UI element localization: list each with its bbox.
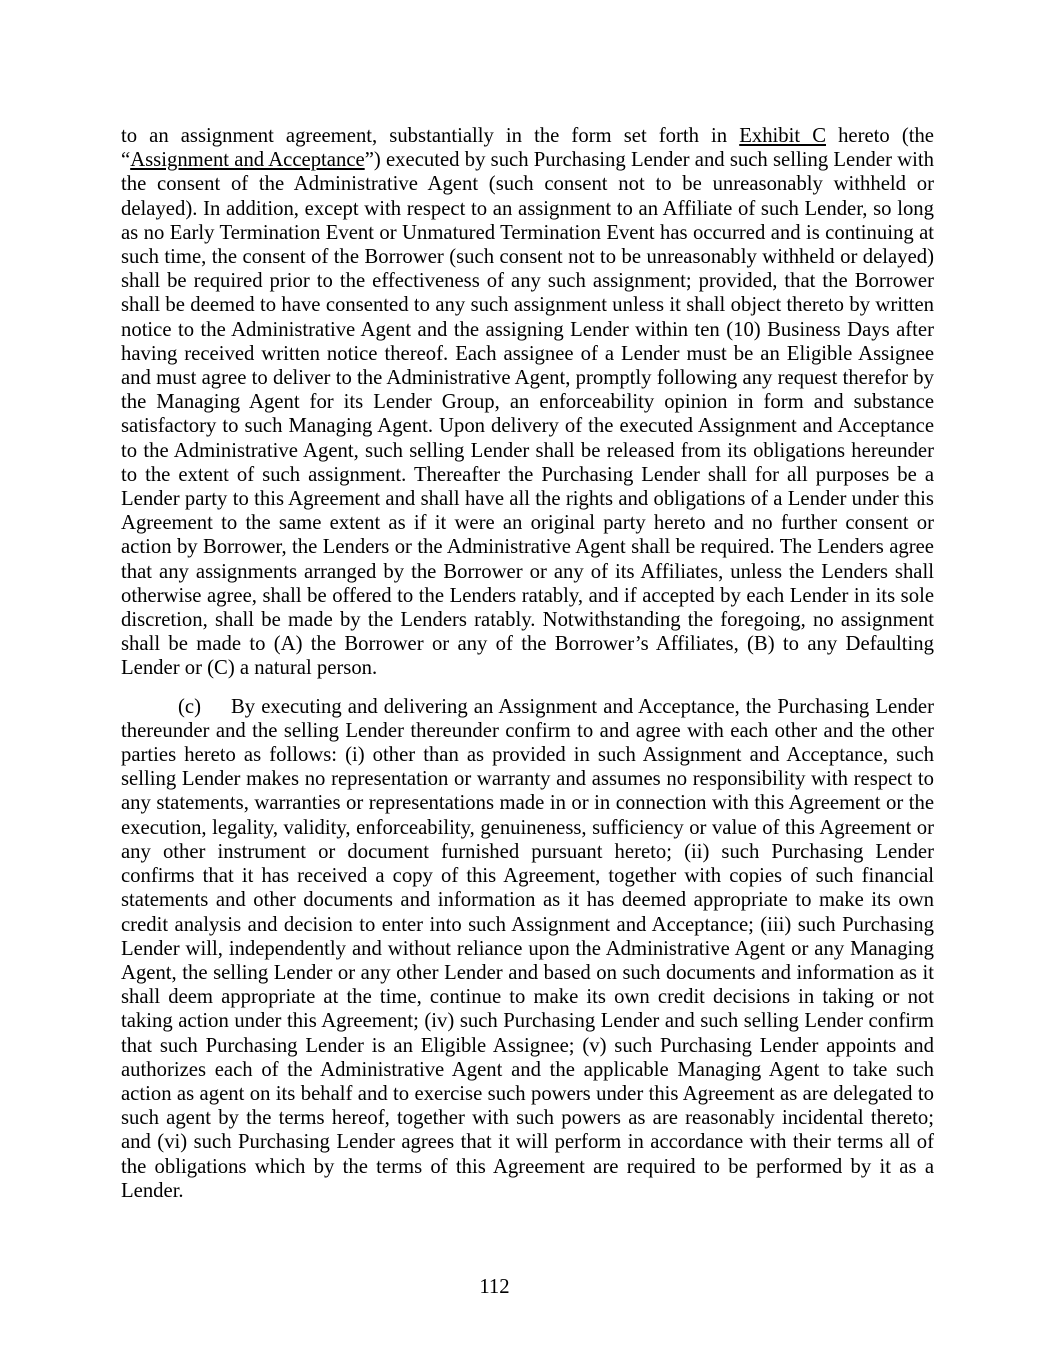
paragraph-text: hereto (the “ xyxy=(121,125,934,172)
clause-label: (c) xyxy=(178,695,201,718)
paragraph-text: ”) executed by such Purchasing Lender and such selling Lender with the consent of the Administrative Agent (such consent not to be unreasonably withheld or delayed). In addition, except with respect to an assignment to an Affiliate of such Lender, so long as no Early Termination Event or Unmatured Termination Event has occurred and is continuing at such time, the consent of the Borrower (such consent not to be unreasonably withheld or delayed) shall be required prior to the effectiveness of any such assignment; provided, that the Borrower shall be deemed to have consented to any such assignment unless it shall object thereto by written notice to the Administrative Agent and the assigning Lender within ten (10) Business Days after having received written notice thereof. Each assignee of a Lender must be an Eligible Assignee and must agree to deliver to the Administrative Agent, promptly following any request therefor by the Managing Agent for its Lender Group, an enforceability opinion in form and substance satisfactory to such Managing Agent. Upon delivery of the executed Assignment and Acceptance to the Administrative Agent, such selling Lender shall be released from its obligations hereunder to the extent of such assignment. Thereafter the Purchasing Lender shall for all purposes be a Lender party to this Agreement and shall have all the rights and obligations of a Lender under this Agreement to the same extent as if it were an original party hereto and no further consent or action by Borrower, the Lenders or the Administrative Agent shall be required. The Lenders agree that any assignments arranged by the Borrower or any of its Affiliates, unless the Lenders shall otherwise agree, shall be offered to the Lenders ratably, and if accepted by each Lender in its sole discretion, shall be made by the Lenders ratably. Notwithstanding the foregoing, no assignment shall be made to (A) the Borrower or any of the Borrower’s Affiliates, (B) to any Defaulting Lender or (C) a natural person. xyxy=(121,149,934,680)
paragraph-continuation xyxy=(121,124,934,681)
paragraph-text: By executing and delivering an Assignment and Acceptance, the Purchasing Lender thereunder and the selling Lender thereunder confirm to and agree with each other and the other parties hereto as follows: (i) other than as provided in such Assignment and Acceptance, such selling Lender makes no representation or warranty and assumes no responsibility with respect to any statements, warranties or representations made in or in connection with this Agreement or the execution, legality, validity, enforceability, genuineness, sufficiency or value of this Agreement or any other instrument or document furnished pursuant hereto; (ii) such Purchasing Lender confirms that it has received a copy of this Agreement, together with copies of such financial statements and other documents and information as it has deemed appropriate to make its own credit analysis and decision to enter into such Assignment and Acceptance; (iii) such Purchasing Lender will, independently and without reliance upon the Administrative Agent or any Managing Agent, the selling Lender or any other Lender and based on such documents and information as it shall deem appropriate at the time, continue to make its own credit decisions in taking or not taking action under this Agreement; (iv) such Purchasing Lender and such selling Lender confirm that such Purchasing Lender is an Eligible Assignee; (v) such Purchasing Lender appoints and authorizes each of the Administrative Agent and the applicable Managing Agent to take such action as agent on its behalf and to exercise such powers under this Agreement as are delegated to such agent by the terms hereof, together with such powers as are reasonably incidental thereto; and (vi) such Purchasing Lender agrees that it will perform in accordance with their terms all of the obligations which by the terms of this Agreement are required to be performed by it as a Lender. xyxy=(121,695,934,1202)
page-number: 112 xyxy=(479,1276,510,1298)
defined-term-assignment-and-acceptance: Assignment and Acceptance xyxy=(130,149,365,172)
paragraph-clause-c xyxy=(121,695,934,1203)
paragraph-text: to an assignment agreement, substantially in the form set forth in xyxy=(121,125,740,147)
document-body xyxy=(121,124,934,1203)
exhibit-c-reference: Exhibit C xyxy=(739,125,826,147)
